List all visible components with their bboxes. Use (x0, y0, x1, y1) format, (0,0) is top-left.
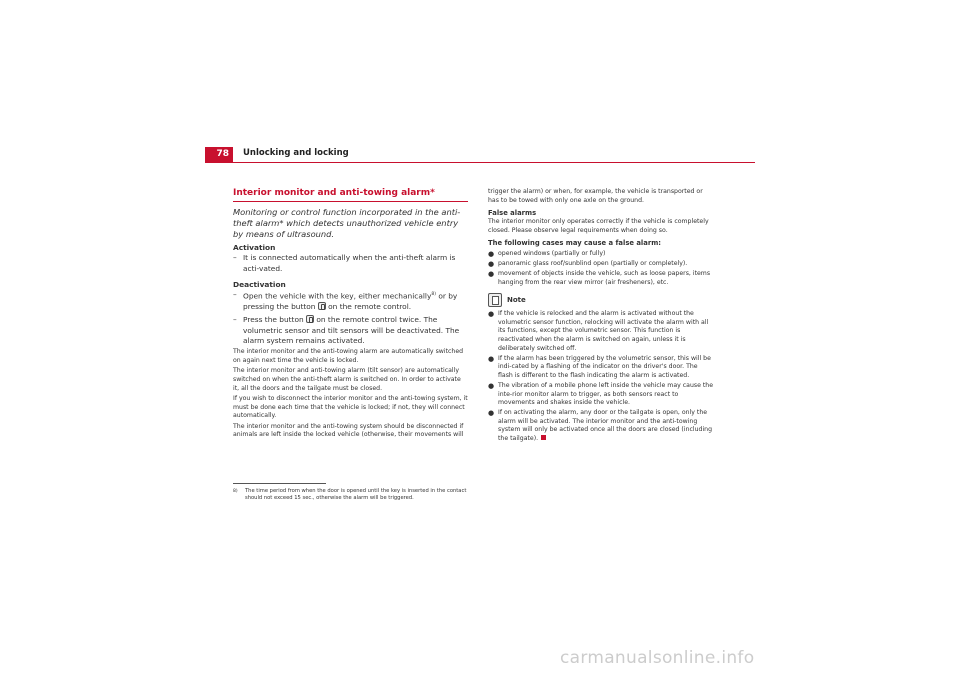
header-rule (205, 162, 755, 163)
paragraph-2: The interior monitor and anti-towing alarm (tilt sensor) are automatically switched on when the anti-theft alarm is switched on. In order to activate it, all the doors and the tailgate must be closed. (233, 367, 461, 392)
right-column (488, 188, 714, 444)
list-item-text: movement of objects inside the vehicle, such as loose papers, items hanging from the rear view mirror (air fresheners), etc. (498, 270, 711, 286)
list-item (488, 270, 714, 287)
left-column (233, 188, 468, 440)
deactivation-text-2 (243, 315, 468, 346)
false-alarms-heading: False alarms (488, 209, 537, 218)
activation-heading: Activation (233, 243, 276, 252)
deact1-part-a: Open the vehicle with the key, either mechanically (243, 291, 432, 301)
bullet-icon: ● (488, 270, 495, 279)
deact2-part-a: Press the button (243, 315, 307, 325)
note-label: Note (507, 295, 526, 304)
note-header (488, 293, 714, 307)
paragraph-3: If you wish to disconnect the interior monitor and the anti-towing system, it must be done each time that the vehicle is locked; if not, they will connect automatically. (233, 395, 468, 420)
dash-marker: – (233, 290, 237, 300)
note-text: The vibration of a mobile phone left inside the vehicle may cause the inte-rior monitor alarm to trigger, as both sensors react to movements and shakes inside the vehicle. (498, 382, 714, 407)
bullet-icon: ● (488, 259, 495, 268)
paragraph-4: The interior monitor and the anti-towing system should be disconnected if animals are left inside the locked vehicle (otherwise, their movements will (233, 422, 464, 439)
bullet-icon: ● (488, 354, 495, 363)
bullet-icon: ● (488, 249, 495, 258)
remote-lock-icon (306, 315, 314, 323)
header-title: Unlocking and locking (243, 148, 349, 158)
deact2-part-b: on the remote control twice. The volumetric sensor and tilt sensors will be deactivated. The alarm system remains activated. (243, 315, 460, 345)
footnote-mark: 8) (233, 489, 238, 494)
note-item (488, 310, 714, 353)
footnote-rule (233, 483, 326, 484)
dash-marker: – (233, 253, 237, 263)
end-of-section-icon (541, 435, 546, 440)
note-item (488, 382, 714, 408)
activation-text: It is connected automatically when the anti-theft alarm is acti-vated. (243, 253, 456, 273)
deactivation-heading: Deactivation (233, 279, 286, 289)
list-item-text: panoramic glass roof/sunblind open (partially or completely). (498, 259, 688, 267)
deactivation-item-2 (233, 315, 468, 346)
bullet-icon: ● (488, 310, 495, 319)
list-item (488, 260, 714, 269)
deact1-part-c: on the remote control. (325, 301, 412, 311)
paragraph-continued: trigger the alarm) or when, for example, the vehicle is transported or has to be towed with only one axle on the ground. (488, 188, 703, 204)
section-title: Interior monitor and anti-towing alarm* (233, 188, 435, 198)
deactivation-item-1 (233, 290, 468, 312)
footnote-text: The time period from when the door is opened until the key is inserted in the contact should not exceed 15 sec., otherwise the alarm will be triggered. (245, 488, 467, 501)
watermark[interactable]: carmanualsonline.info (560, 648, 755, 668)
activation-item (233, 253, 468, 274)
deact1-part-b: or by pressing the button (243, 291, 458, 311)
causes-heading: The following cases may cause a false alarm: (488, 239, 662, 248)
note-item (488, 355, 714, 381)
deactivation-text-1 (243, 290, 468, 312)
section-intro: Monitoring or control function incorporated in the anti-theft alarm* which detects unauthorized vehicle entry by means of ultrasound. (233, 207, 461, 239)
note-text-last: If on activating the alarm, any door or the tailgate is open, only the alarm will be activated. The interior monitor and the anti-towing system will only be activated once all the doors are closed (including the tailgate). (498, 409, 713, 443)
page-number: 78 (205, 147, 233, 162)
note-text: If the vehicle is relocked and the alarm is activated without the volumetric sensor function, relocking will activate the alarm with all its functions, except the volumetric sensor. This function is reactivated when the alarm is switched on again, unless it is deliberately switched off. (498, 310, 709, 352)
note-icon (488, 293, 502, 307)
note-text (498, 409, 714, 443)
list-item-text: opened windows (partially or fully) (498, 249, 606, 257)
section-rule (233, 201, 468, 202)
false-alarms-paragraph: The interior monitor only operates correctly if the vehicle is completely closed. Please observe legal requirements when doing so. (488, 218, 709, 234)
footnote-ref: 8) (431, 292, 436, 298)
paragraph-1: The interior monitor and the anti-towing alarm are automatically switched on again next time the vehicle is locked. (233, 348, 464, 364)
remote-unlock-icon (318, 302, 326, 310)
dash-marker: – (233, 315, 237, 325)
note-item (488, 409, 714, 443)
bullet-icon: ● (488, 409, 495, 418)
bullet-icon: ● (488, 382, 495, 390)
list-item (488, 250, 714, 259)
note-text: If the alarm has been triggered by the volumetric sensor, this will be indi-cated by a flashing of the indicator on the driver's door. The flash is different to the flash indicating the alarm is activated. (498, 354, 711, 379)
footnote (233, 488, 478, 502)
